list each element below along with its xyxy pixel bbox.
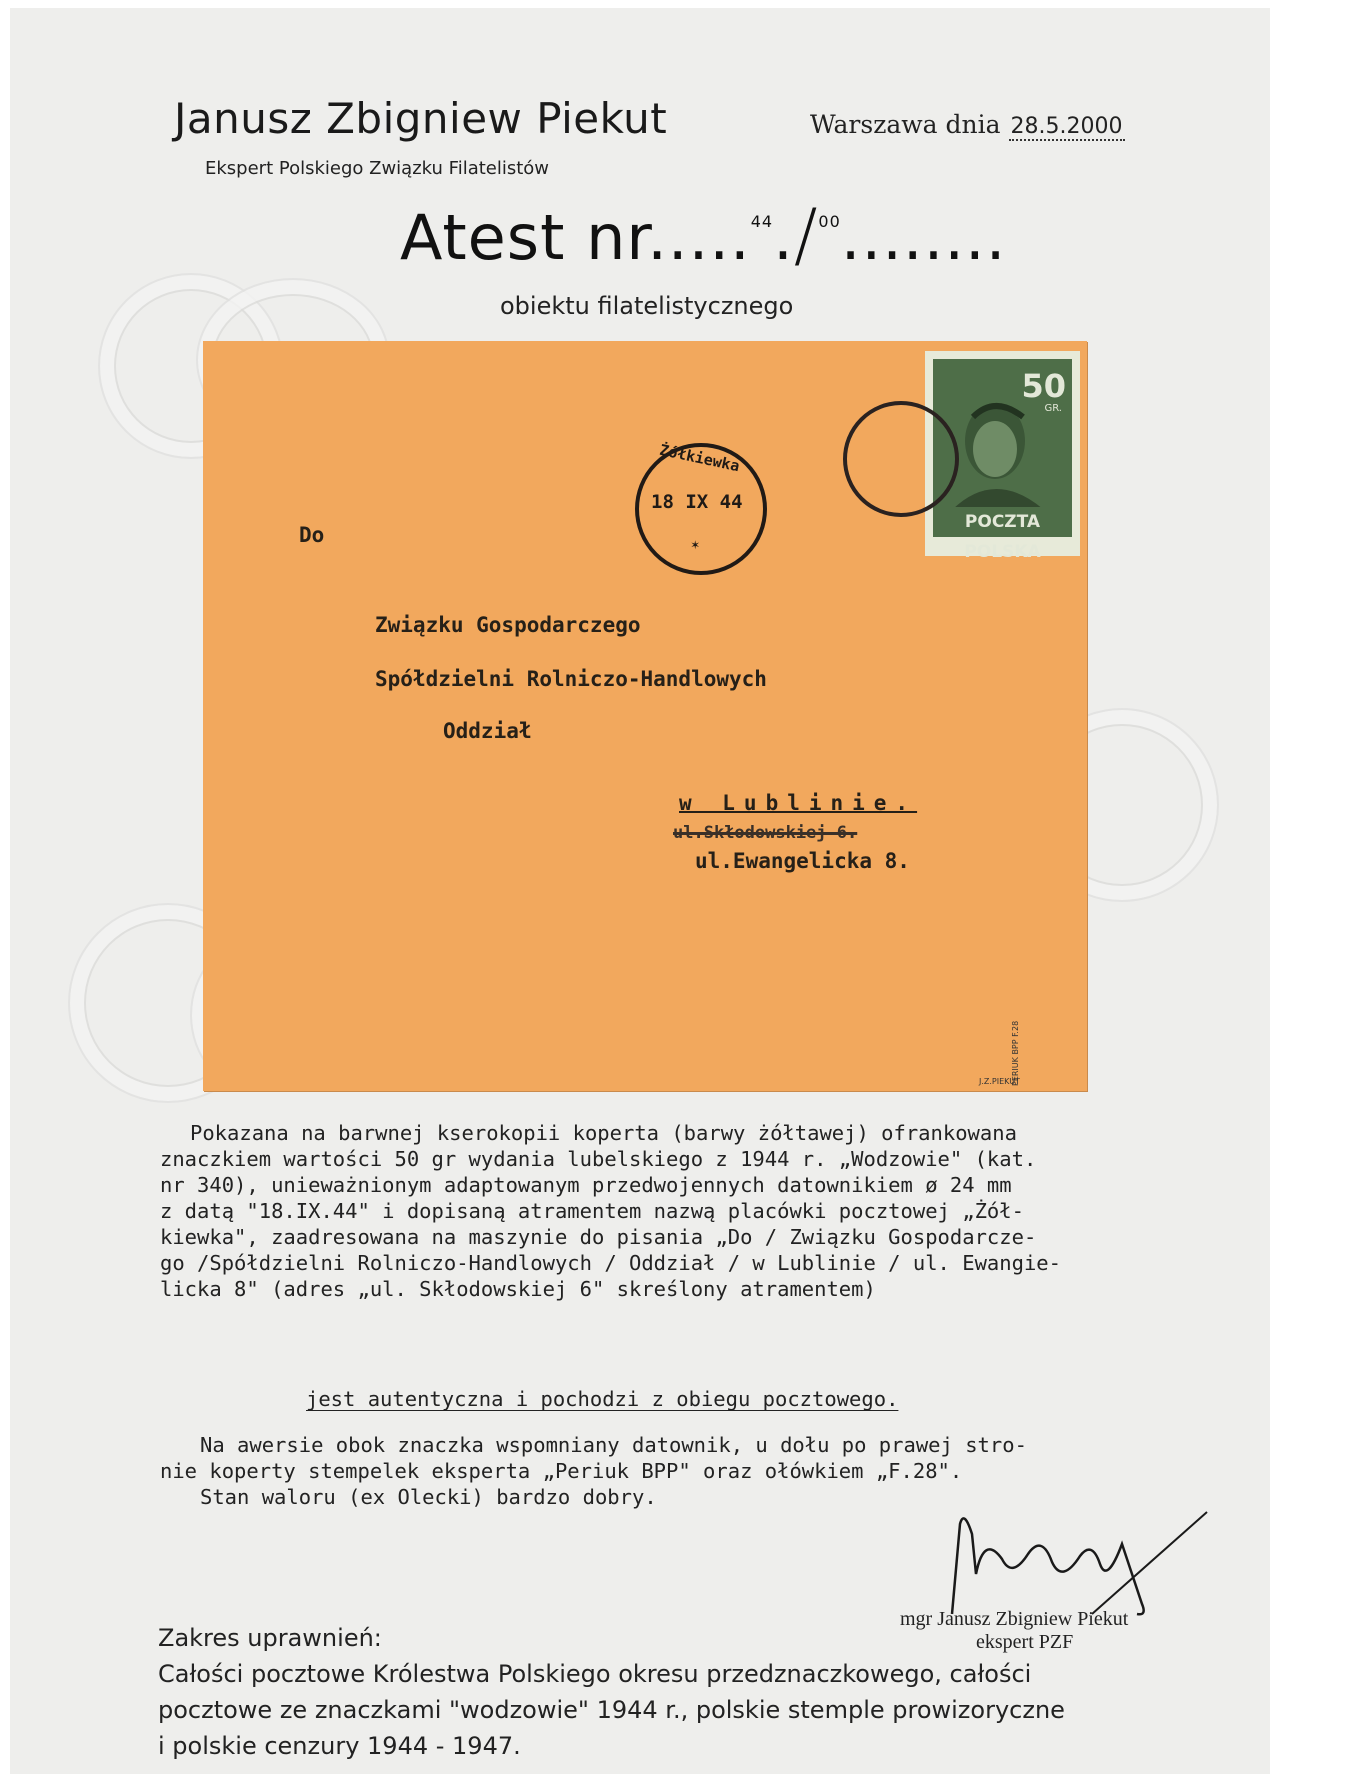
scope-line: Całości pocztowe Królestwa Polskiego okresu przedznaczkowego, całości xyxy=(158,1660,1032,1688)
notes xyxy=(160,1432,1250,1510)
address-old-street: ul.Skłodowskiej 6. xyxy=(673,823,858,843)
signer-line xyxy=(900,1608,1128,1654)
postmark-star: ✶ xyxy=(691,537,700,553)
notes-line: Na awersie obok znaczka wspomniany datownik, u dołu po prawej stro- xyxy=(200,1433,1027,1457)
envelope-image xyxy=(203,341,1087,1091)
expert-name: Janusz Zbigniew Piekut xyxy=(174,94,668,143)
verdict xyxy=(306,1386,1366,1412)
verdict-text: jest autentyczna i pochodzi z obiegu pocztowego. xyxy=(306,1387,899,1411)
address-new-street: ul.Ewangelicka 8. xyxy=(695,849,910,873)
description-line: nr 340), unieważnionym adaptowanym przedwojennych datownikiem ø 24 mm xyxy=(160,1173,1012,1197)
address-line-2: Spółdzielni Rolniczo-Handlowych xyxy=(375,667,767,691)
address-to: Do xyxy=(299,523,325,547)
certificate-number: 44 xyxy=(750,212,774,231)
description-line: Pokazana na barwnej kserokopii koperta (barwy żółtawej) ofrankowana xyxy=(190,1121,1017,1145)
vertical-expert-mark: PERIUK BPP F.28 xyxy=(1011,1020,1020,1086)
scope-line: i polskie cenzury 1944 - 1947. xyxy=(158,1732,521,1760)
description-line: kiewka", zaadresowana na maszynie do pisania „Do / Związku Gospodarcze- xyxy=(160,1225,1037,1249)
postmark-town: Żółkiewka xyxy=(658,440,742,476)
expert-mark: J.Z.PIEKUT xyxy=(979,1077,1020,1086)
notes-line: nie koperty stempelek eksperta „Periuk BPP" oraz ołówkiem „F.28". xyxy=(160,1459,963,1483)
certificate-title-text: Atest nr xyxy=(400,201,648,274)
address-city: w Lublinie. xyxy=(679,791,918,815)
scope-title: Zakres uprawnień: xyxy=(158,1624,382,1652)
certificate-title: Atest nr.....$^{44}$./$^{00}$........ xyxy=(400,194,1007,276)
issue-date: 28.5.2000 xyxy=(1010,114,1123,139)
stamp-banner: POCZTA POLSKA xyxy=(933,507,1072,537)
description-line: licka 8" (adres „ul. Skłodowskiej 6" skreślony atramentem) xyxy=(160,1277,876,1301)
city-label: Warszawa dnia xyxy=(810,110,1001,139)
description xyxy=(160,1120,1250,1302)
scope-line: pocztowe ze znaczkami "wodzowie" 1944 r., polskie stemple prowizoryczne xyxy=(158,1696,1065,1724)
signer-name: mgr Janusz Zbigniew Piekut xyxy=(900,1608,1129,1630)
notes-line: Stan waloru (ex Olecki) bardzo dobry. xyxy=(200,1485,657,1509)
postmark-date: 18 IX 44 xyxy=(651,491,743,513)
description-line: go /Spółdzielni Rolniczo-Handlowych / Oddział / w Lublinie / ul. Ewangie- xyxy=(160,1251,1061,1275)
stamp-unit: GR. xyxy=(1044,403,1062,414)
certificate-sheet xyxy=(10,8,1270,1774)
description-line: z datą "18.IX.44" i dopisaną atramentem nazwą placówki pocztowej „Żół- xyxy=(160,1199,1024,1223)
handwritten-signature xyxy=(932,1504,1212,1624)
certificate-year: 00 xyxy=(818,212,841,231)
place-date xyxy=(810,110,1125,139)
signer-title: ekspert PZF xyxy=(976,1631,1074,1653)
certificate-subtitle: obiektu filatelistycznego xyxy=(500,292,794,320)
stamp-value: 50 xyxy=(1021,367,1066,405)
cancel-postmark xyxy=(843,401,959,517)
address-line-3: Oddział xyxy=(443,719,532,743)
expert-title: Ekspert Polskiego Związku Filatelistów xyxy=(205,158,550,179)
description-line: znaczkiem wartości 50 gr wydania lubelskiego z 1944 r. „Wodzowie" (kat. xyxy=(160,1147,1037,1171)
address-line-1: Związku Gospodarczego xyxy=(375,613,641,637)
